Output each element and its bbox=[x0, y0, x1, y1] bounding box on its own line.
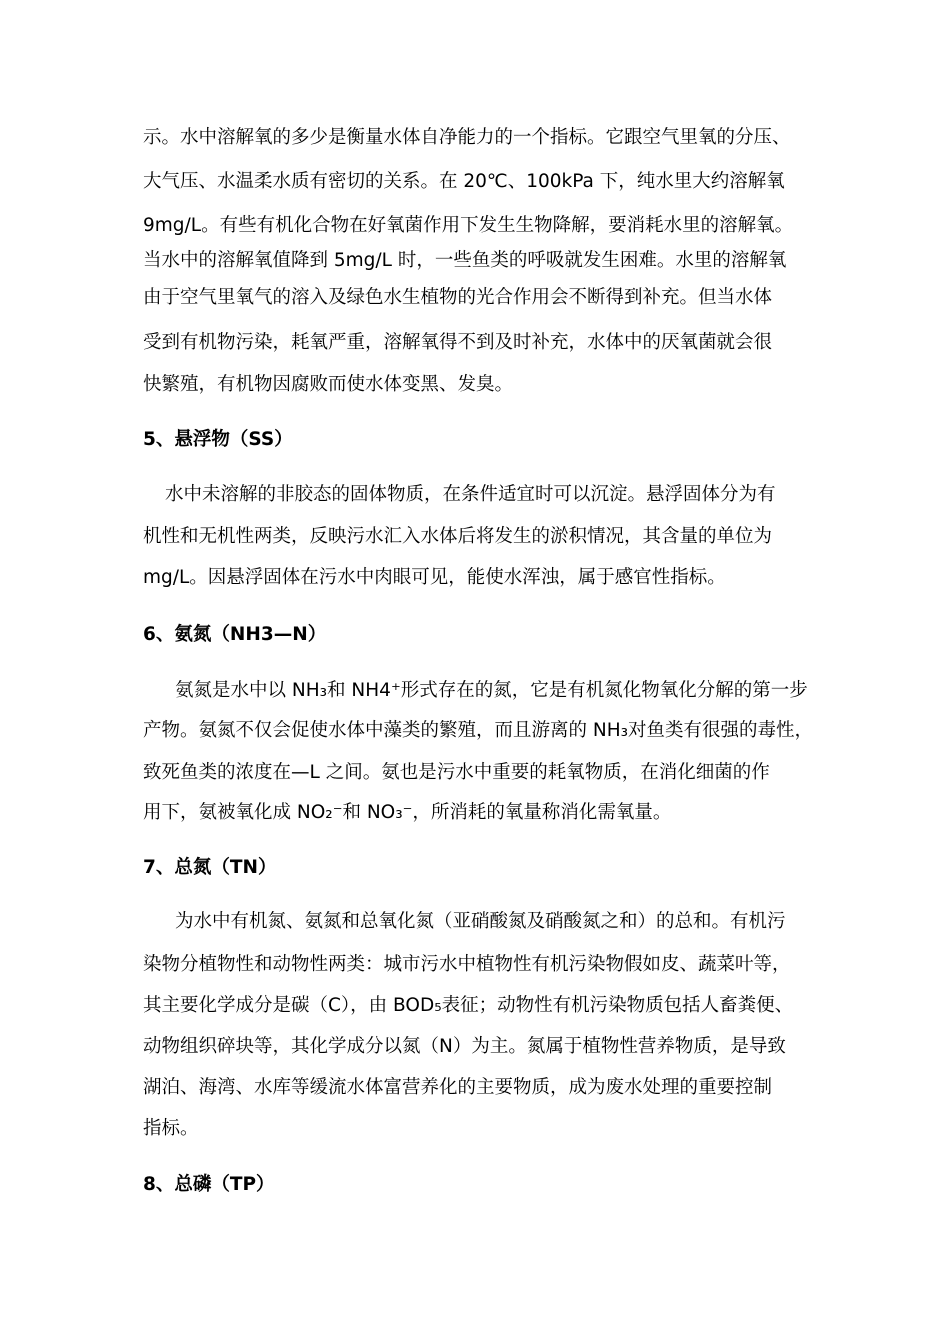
do-line-1: 示。水中溶解氧的多少是衡量水体自净能力的一个指标。它跟空气里氧的分压、 bbox=[143, 127, 791, 148]
section5-heading: 5、悬浮物（SS） bbox=[143, 429, 293, 450]
do-line-6: 受到有机物污染，耗氧严重，溶解氧得不到及时补充，水体中的厌氧菌就会很 bbox=[143, 332, 773, 353]
section6-line-1: 氨氮是水中以 NH₃和 NH4⁺形式存在的氮，它是有机氮化物氧化分解的第一步 bbox=[175, 680, 808, 701]
section7-heading: 7、总氮（TN） bbox=[143, 857, 277, 878]
section7-line-1: 为水中有机氮、氨氮和总氧化氮（亚硝酸氮及硝酸氮之和）的总和。有机污 bbox=[175, 911, 786, 932]
do-line-5: 由于空气里氧气的溶入及绿色水生植物的光合作用会不断得到补充。但当水体 bbox=[143, 287, 773, 308]
do-line-2: 大气压、水温柔水质有密切的关系。在 20℃、100kPa 下，纯水里大约溶解氧 bbox=[143, 171, 785, 192]
section6-line-4: 用下，氨被氧化成 NO₂⁻和 NO₃⁻，所消耗的氧量称消化需氧量。 bbox=[143, 802, 672, 823]
section7-line-3: 其主要化学成分是碳（C），由 BOD₅表征；动物性有机污染物质包括人畜粪便、 bbox=[143, 995, 794, 1016]
section6-line-2: 产物。氨氮不仅会促使水体中藻类的繁殖，而且游离的 NH₃对鱼类有很强的毒性， bbox=[143, 720, 814, 741]
section5-line-1: 水中未溶解的非胶态的固体物质，在条件适宜时可以沉淀。悬浮固体分为有 bbox=[165, 484, 776, 505]
section6-line-3: 致死鱼类的浓度在—L 之间。氨也是污水中重要的耗氧物质，在消化细菌的作 bbox=[143, 762, 770, 783]
section6-heading: 6、氨氮（NH3—N） bbox=[143, 624, 327, 645]
do-line-4: 当水中的溶解氧值降到 5mg/L 时，一些鱼类的呼吸就发生困难。水里的溶解氧 bbox=[143, 250, 787, 271]
section5-line-3: mg/L。因悬浮固体在污水中肉眼可见，能使水浑浊，属于感官性指标。 bbox=[143, 567, 726, 588]
do-line-7: 快繁殖，有机物因腐败而使水体变黑、发臭。 bbox=[143, 374, 514, 395]
section5-line-2: 机性和无机性两类，反映污水汇入水体后将发生的淤积情况，其含量的单位为 bbox=[143, 526, 773, 547]
section8-heading: 8、总磷（TP） bbox=[143, 1174, 275, 1195]
section7-line-2: 染物分植物性和动物性两类：城市污水中植物性有机污染物假如皮、蔬菜叶等， bbox=[143, 954, 791, 975]
section7-line-4: 动物组织碎块等，其化学成分以氮（N）为主。氮属于植物性营养物质，是导致 bbox=[143, 1036, 786, 1057]
section7-line-6: 指标。 bbox=[143, 1118, 199, 1139]
section7-line-5: 湖泊、海湾、水库等缓流水体富营养化的主要物质，成为废水处理的重要控制 bbox=[143, 1077, 773, 1098]
do-line-3: 9mg/L。有些有机化合物在好氧菌作用下发生生物降解，要消耗水里的溶解氧。 bbox=[143, 215, 794, 236]
